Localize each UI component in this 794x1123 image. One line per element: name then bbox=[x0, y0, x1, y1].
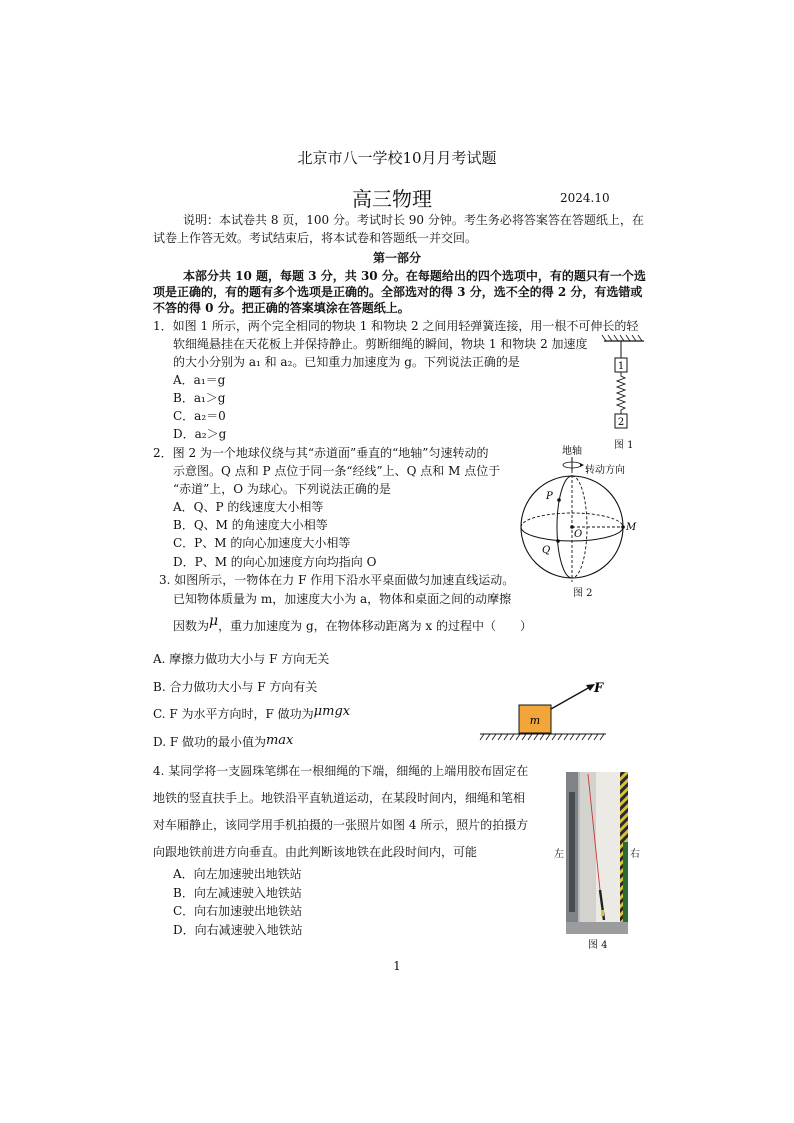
q2-line1: 2．图 2 为一个地球仪绕与其“赤道面”垂直的“地轴”匀速转动的 bbox=[153, 446, 489, 460]
q2-option-a: A．Q、P 的线速度大小相等 bbox=[173, 500, 324, 514]
q2-line2: 示意图。Q 点和 P 点位于同一条“经线”上、Q 点和 M 点位于 bbox=[173, 464, 501, 478]
rotation-arrow-icon bbox=[580, 463, 584, 467]
school-title: 北京市八一学校10月月考试题 bbox=[297, 149, 497, 167]
figure-4-subway-photo bbox=[566, 772, 628, 934]
q4-option-d: D．向右减速驶入地铁站 bbox=[173, 923, 303, 937]
q2-line3: “赤道”上，O 为球心。下列说法正确的是 bbox=[173, 482, 391, 496]
subject-title: 高三物理 bbox=[352, 187, 432, 211]
instructions-line1: 说明：本试卷共 8 页，100 分。考试时长 90 分钟。考生务必将答案答在答题纸上，在 bbox=[183, 213, 644, 227]
q1-option-d: D．a₂＞g bbox=[173, 427, 227, 441]
figure-2-caption: 图 2 bbox=[573, 588, 593, 599]
figure-2-axis-label: 地轴 bbox=[562, 446, 582, 457]
q3-option-b: B. 合力做功大小与 F 方向有关 bbox=[153, 680, 318, 694]
q4-line1: 4. 某同学将一支圆珠笔绑在一根细绳的下端，细绳的上端用胶布固定在 bbox=[153, 764, 529, 778]
q3-option-d-formula: max bbox=[265, 733, 294, 748]
q3-option-a: A. 摩擦力做功大小与 F 方向无关 bbox=[153, 652, 330, 666]
figure-1-block1-label: 1 bbox=[617, 361, 625, 372]
q4-line2: 地铁的竖直扶手上。地铁沿平直轨道运动，在某段时间内，细绳和笔相 bbox=[153, 791, 526, 805]
figure-2-rotation-label: 转动方向 bbox=[585, 465, 625, 476]
figure-4-right-label: 右 bbox=[630, 849, 640, 860]
q3-line3-suffix: ，重力加速度为 g，在物体移动距离为 x 的过程中（ ） bbox=[218, 619, 533, 633]
q1-option-b: B．a₁＞g bbox=[173, 391, 226, 405]
q3-option-d-text: D. F 做功的最小值为 bbox=[153, 735, 266, 749]
q3-line1: 3. 如图所示，一物体在力 F 作用下沿水平桌面做匀加速直线运动。 bbox=[159, 573, 515, 587]
figure-1-block2-label: 2 bbox=[617, 417, 625, 428]
q3-option-c bbox=[153, 705, 350, 724]
figure-2-point-m: M bbox=[626, 522, 637, 533]
q2-option-d: D．P、M 的向心加速度方向均指向 O bbox=[173, 555, 377, 569]
q1-line2: 软细绳悬挂在天花板上并保持静止。剪断细绳的瞬间，物块 1 和物块 2 加速度 bbox=[173, 337, 588, 351]
q1-option-a: A．a₁＝g bbox=[173, 373, 226, 387]
q3-option-d bbox=[153, 733, 293, 752]
q4-line4: 向跟地铁前进方向垂直。由此判断该地铁在此段时间内，可能 bbox=[153, 845, 478, 859]
figure-2-point-o: O bbox=[574, 529, 583, 540]
q3-line3-prefix: 因数为 bbox=[173, 619, 210, 633]
q4-option-a: A．向左加速驶出地铁站 bbox=[173, 867, 302, 881]
part1-line3: 不答的得 0 分。把正确的答案填涂在答题纸上。 bbox=[153, 301, 410, 315]
figure-3-block-force bbox=[478, 676, 613, 746]
q1-option-c: C．a₂＝0 bbox=[173, 409, 226, 423]
q1-line1: 1．如图 1 所示，两个完全相同的物块 1 和物块 2 之间用轻弹簧连接，用一根不可伸长的轻 bbox=[153, 319, 639, 333]
q3-option-c-formula: μmgx bbox=[313, 704, 351, 719]
figure-1-spring-blocks bbox=[596, 334, 652, 450]
figure-2-point-q: Q bbox=[542, 545, 551, 556]
part1-heading: 第一部分 bbox=[372, 251, 421, 265]
q4-option-c: C．向右加速驶出地铁站 bbox=[173, 904, 303, 918]
figure-2-point-p: P bbox=[546, 491, 553, 502]
part1-line1: 本部分共 10 题，每题 3 分，共 30 分。在每题给出的四个选项中，有的题只有一个选 bbox=[183, 269, 646, 283]
q2-option-b: B．Q、M 的角速度大小相等 bbox=[173, 518, 328, 532]
q2-option-c: C．P、M 的向心加速度大小相等 bbox=[173, 536, 351, 550]
figure-1-caption: 图 1 bbox=[614, 440, 634, 451]
part1-line2: 项是正确的，有的题有多个选项是正确的。全部选对的得 3 分，选不全的得 2 分，有选错或 bbox=[153, 285, 643, 299]
figure-4-left-label: 左 bbox=[554, 849, 564, 860]
q4-line3: 对车厢静止，该同学用手机拍摄的一张照片如图 4 所示，照片的拍摄方 bbox=[153, 818, 529, 832]
figure-2-globe bbox=[510, 442, 645, 597]
instructions-line2: 试卷上作答无效。考试结束后，将本试卷和答题纸一并交回。 bbox=[153, 231, 478, 245]
page-number: 1 bbox=[393, 959, 401, 973]
q3-option-c-text: C. F 为水平方向时，F 做功为 bbox=[153, 707, 314, 721]
q3-line2: 已知物体质量为 m，加速度大小为 a，物体和桌面之间的动摩擦 bbox=[173, 592, 512, 606]
figure-3-mass-label: m bbox=[529, 714, 541, 727]
figure-4-caption: 图 4 bbox=[588, 940, 608, 951]
exam-date: 2024.10 bbox=[560, 191, 610, 205]
q3-line3 bbox=[173, 613, 533, 635]
mu-symbol: μ bbox=[209, 613, 219, 629]
q1-line3: 的大小分别为 a₁ 和 a₂。已知重力加速度为 g。下列说法正确的是 bbox=[173, 355, 520, 369]
q4-option-b: B．向左减速驶入地铁站 bbox=[173, 886, 302, 900]
figure-3-force-label: F bbox=[594, 681, 604, 696]
